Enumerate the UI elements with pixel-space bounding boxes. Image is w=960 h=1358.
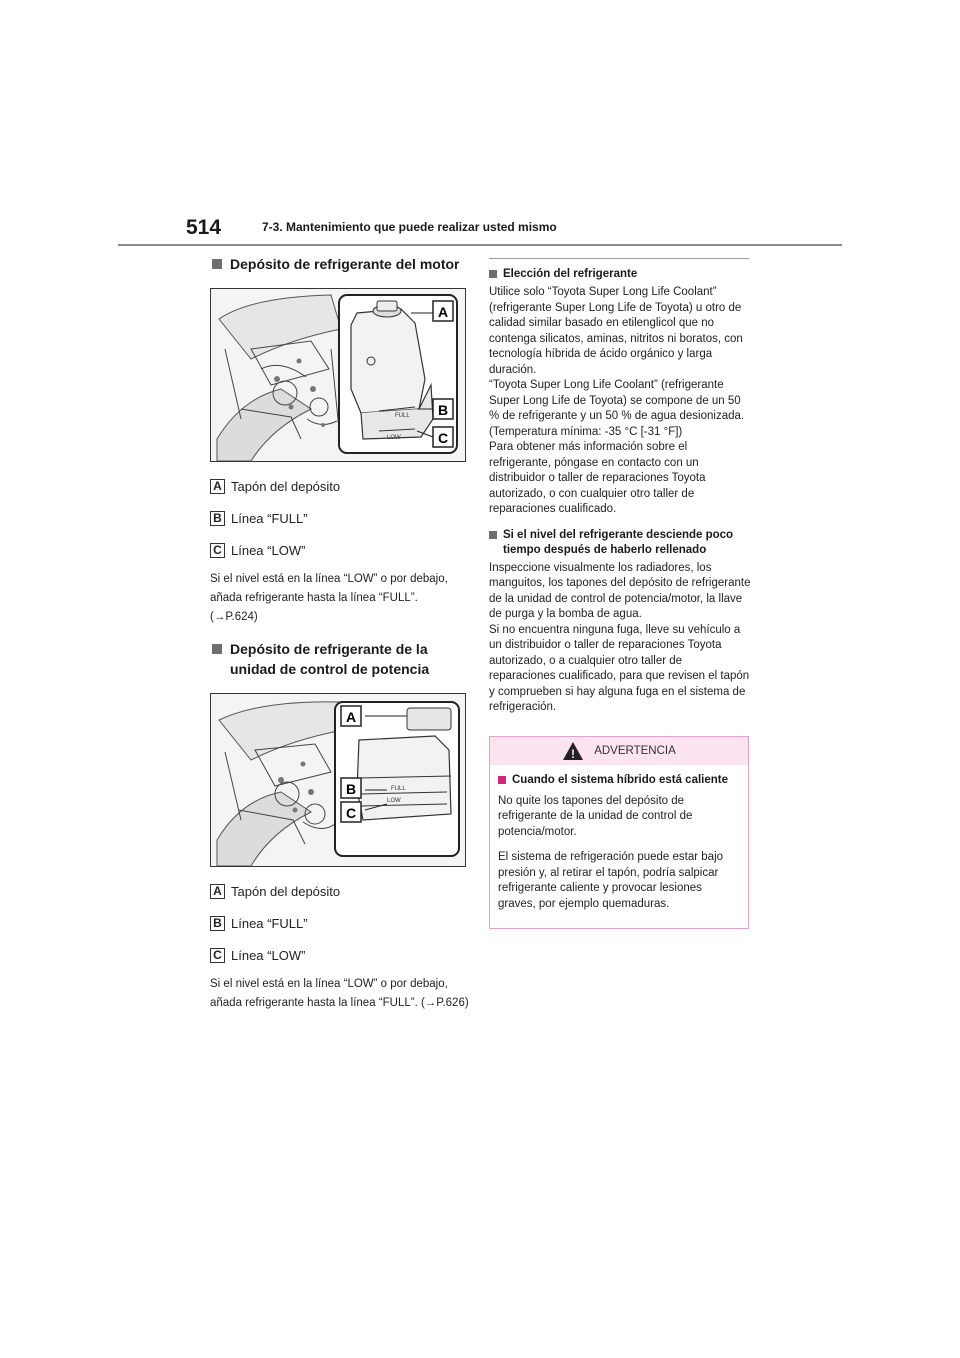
left-column (210, 254, 472, 1025)
paragraph: “Toyota Super Long Life Coolant” (refrigerante Super Long Life de Toyota) se compone de un 50 % de refrigerante y un 50 % de agua desionizada. (Temperatura mínima: -35 °C [-31 °F]) (489, 379, 745, 438)
svg-text:B: B (345, 781, 357, 797)
callout-a (341, 706, 361, 726)
label-text: Línea “FULL” (231, 915, 308, 931)
full-mark-text: FULL (395, 413, 410, 419)
page-reference: (→P.624) (210, 611, 258, 623)
warning-box (489, 736, 749, 930)
paragraph: Si no encuentra ninguna fuga, lleve su vehículo a un distribuidor o taller de reparaciones Toyota autorizado, o a cualquier otro taller de reparaciones cualificado, para que revisen el tapón y comprueben si hay alguna fuga en el sistema de refrigeración. (489, 623, 750, 713)
label-text: Línea “LOW” (231, 542, 306, 558)
letter-box: C (210, 948, 225, 963)
callout-b (433, 399, 453, 419)
square-bullet-icon (498, 776, 506, 784)
section-title: 7-3. Mantenimiento que puede realizar usted mismo (262, 220, 557, 234)
warning-paragraph: No quite los tapones del depósito de refrigerante de la unidad de control de potencia/motor. (498, 794, 693, 838)
right-column (489, 258, 751, 929)
label-text: Tapón del depósito (231, 478, 341, 494)
pcu-coolant-reservoir-figure (210, 693, 466, 867)
callout-b (341, 778, 361, 798)
square-bullet-icon (489, 531, 497, 539)
square-bullet-icon (212, 644, 222, 654)
square-bullet-icon (212, 259, 222, 269)
callout-c (433, 427, 453, 447)
engine-coolant-note (210, 570, 472, 627)
label-text: Línea “FULL” (231, 510, 308, 526)
warning-header (490, 737, 748, 765)
letter-box: C (210, 543, 225, 558)
paragraph: Inspeccione visualmente los radiadores, los manguitos, los tapones del depósito de refrigerante de la unidad de control de potencia/motor, la llave de purga y la bomba de agua. (489, 561, 751, 620)
subheading-text: Elección del refrigerante (503, 268, 638, 280)
svg-text:A: A (437, 304, 449, 320)
level-drops-text (489, 561, 751, 716)
section-heading-engine-coolant (210, 254, 472, 274)
label-row-cap (210, 875, 472, 907)
subheading-level-drops (489, 528, 751, 558)
letter-box: A (210, 884, 225, 899)
full-mark-text: FULL (391, 786, 406, 792)
label-row-full (210, 502, 472, 534)
label-row-low (210, 534, 472, 566)
label-row-low (210, 939, 472, 971)
svg-text:C: C (437, 430, 449, 446)
svg-text:A: A (345, 709, 357, 725)
letter-box: B (210, 916, 225, 931)
label-row-full (210, 907, 472, 939)
low-mark-text: LOW (387, 435, 401, 441)
note-text: Si el nivel está en la línea “LOW” o por debajo, añada refrigerante hasta la línea “FULL”. (210, 573, 448, 604)
engine-bay-illustration (211, 289, 465, 461)
warning-title: ADVERTENCIA (594, 744, 676, 757)
letter-box: B (210, 511, 225, 526)
callout-c (341, 802, 361, 822)
low-mark-text: LOW (387, 798, 401, 804)
header-rule (118, 244, 842, 246)
warning-triangle-icon (562, 741, 584, 761)
warning-body (490, 765, 748, 929)
paragraph: Utilice solo “Toyota Super Long Life Coolant” (refrigerante Super Long Life de Toyota) u otro de calidad similar basado en etilenglicol que no contenga silicatos, aminas, nitritos ni boratos, con tecnología híbrida de ácido orgánico y larga duración. (489, 286, 743, 376)
heading-text: Depósito de refrigerante del motor (230, 256, 460, 272)
svg-text:B: B (437, 402, 449, 418)
warning-subheading-text: Cuando el sistema híbrido está caliente (512, 773, 729, 786)
pcu-coolant-note: Si el nivel está en la línea “LOW” o por debajo, añada refrigerante hasta la línea “FULL”. (→P.626) (210, 978, 469, 1009)
warning-subheading (498, 773, 740, 788)
svg-text:C: C (345, 805, 357, 821)
engine-coolant-reservoir-figure (210, 288, 466, 462)
page-number: 514 (186, 216, 222, 239)
label-row-cap (210, 470, 472, 502)
heading-text: Depósito de refrigerante de la unidad de control de potencia (230, 641, 430, 677)
paragraph: Para obtener más información sobre el refrigerante, póngase en contacto con un distribuidor o taller de reparaciones Toyota autorizado, o con cualquier otro taller de reparaciones cualificado. (489, 441, 706, 515)
label-text: Tapón del depósito (231, 883, 341, 899)
square-bullet-icon (489, 270, 497, 278)
top-rule (489, 258, 749, 259)
callout-a (433, 301, 453, 321)
svg-text:!: ! (571, 746, 576, 761)
subheading-text: Si el nivel del refrigerante desciende poco tiempo después de haberlo rellenado (503, 528, 734, 556)
letter-box: A (210, 479, 225, 494)
warning-paragraph: El sistema de refrigeración puede estar bajo presión y, al retirar el tapón, podría salpicar refrigerante caliente y provocar lesiones graves, por ejemplo quemaduras. (498, 851, 724, 910)
subheading-coolant-selection (489, 267, 751, 282)
engine-bay-illustration (211, 694, 465, 866)
label-text: Línea “LOW” (231, 947, 306, 963)
coolant-selection-text (489, 285, 751, 518)
section-heading-pcu-coolant (210, 639, 472, 679)
